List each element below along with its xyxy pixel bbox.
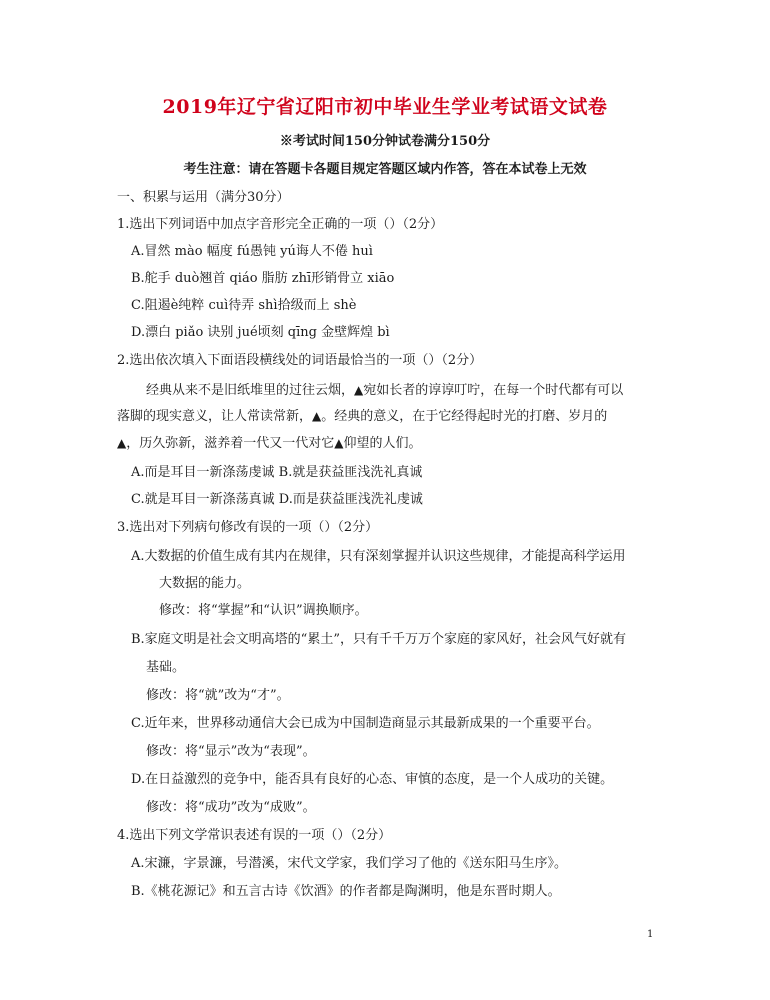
- question-3-option-d: D.在日益激烈的竞争中，能否具有良好的心态、审慎的态度，是一个人成功的关键。: [131, 772, 614, 787]
- exam-title: 2019年辽宁省辽阳市初中毕业生学业考试语文试卷: [162, 96, 608, 118]
- question-3-option-d-fix: 修改：将“成功”改为“成败”。: [146, 800, 316, 815]
- blank-triangle-icon: ▲: [117, 436, 127, 450]
- question-3-option-a-cont: 大数据的能力。: [159, 576, 251, 591]
- question-1-option-b: B.舵手 duò翘首 qiáo 脂肪 zhī形销骨立 xiāo: [131, 271, 395, 286]
- question-2-passage-line-3: [117, 432, 422, 451]
- candidate-notice: 考生注意：请在答题卡各题目规定答题区域内作答，答在本试卷上无效: [183, 162, 587, 177]
- question-2-passage-line-2: [117, 405, 607, 424]
- question-2-options-ab: A.而是耳目一新涤荡虔诚 B.就是获益匪浅洗礼真诚: [131, 465, 423, 480]
- question-3-stem: 3.选出对下列病句修改有误的一项（）（2分）: [117, 520, 379, 535]
- passage-text: 落脚的现实意义，让人常读常新，: [117, 409, 313, 424]
- question-2-stem: 2.选出依次填入下面语段横线处的词语最恰当的一项（）（2分）: [117, 353, 483, 368]
- section-heading: 一、积累与运用（满分30分）: [117, 190, 290, 205]
- passage-text: 宛如长者的谆谆叮咛，在每一个时代都有可以: [363, 383, 624, 398]
- passage-text: 经典从来不是旧纸堆里的过往云烟，: [146, 383, 355, 398]
- blank-triangle-icon: ▲: [354, 383, 364, 397]
- passage-text: ，历久弥新，滋养着一代又一代对它: [126, 436, 335, 451]
- blank-triangle-icon: ▲: [334, 436, 344, 450]
- question-1-option-a: A.冒然 mào 幅度 fú愚钝 yú诲人不倦 huì: [131, 244, 373, 259]
- blank-triangle-icon: ▲: [312, 409, 322, 423]
- question-3-option-b-cont: 基础。: [146, 660, 186, 675]
- question-4-option-b: B.《桃花源记》和五言古诗《饮酒》的作者都是陶渊明，他是东晋时期人。: [131, 884, 561, 899]
- question-3-option-a-fix: 修改：将“掌握”和“认识”调换顺序。: [159, 603, 368, 618]
- question-3-option-b-fix: 修改：将“就”改为“才”。: [146, 688, 290, 703]
- question-2-passage-line-1: [146, 379, 623, 398]
- question-1-stem: 1.选出下列词语中加点字音形完全正确的一项（）（2分）: [117, 217, 444, 232]
- page-number: 1: [647, 929, 654, 940]
- question-3-option-b: B.家庭文明是社会文明高塔的“累土”，只有千千万万个家庭的家风好，社会风气好就有: [131, 632, 626, 647]
- question-3-option-c: C.近年来，世界移动通信大会已成为中国制造商显示其最新成果的一个重要平台。: [131, 716, 600, 731]
- question-4-option-a: A.宋濂，字景濂，号潜溪，宋代文学家，我们学习了他的《送东阳马生序》。: [131, 856, 568, 871]
- passage-text: 仰望的人们。: [343, 436, 422, 451]
- question-2-options-cd: C.就是耳目一新涤荡真诚 D.而是获益匪浅洗礼虔诚: [131, 492, 423, 507]
- passage-text: 。经典的意义，在于它经得起时光的打磨、岁月的: [321, 409, 608, 424]
- question-3-option-a: A.大数据的价值生成有其内在规律，只有深刻掌握并认识这些规律，才能提高科学运用: [131, 549, 626, 564]
- question-1-option-c: C.阻遏è纯粹 cuì待弄 shì拾级而上 shè: [131, 298, 357, 313]
- question-3-option-c-fix: 修改：将“显示”改为“表现”。: [146, 744, 316, 759]
- exam-subtitle: ※考试时间150分钟试卷满分150分: [279, 134, 491, 149]
- question-4-stem: 4.选出下列文学常识表述有误的一项（）（2分）: [117, 828, 392, 843]
- question-1-option-d: D.漂白 piǎo 诀别 jué顷刻 qīng 金壁辉煌 bì: [131, 325, 390, 340]
